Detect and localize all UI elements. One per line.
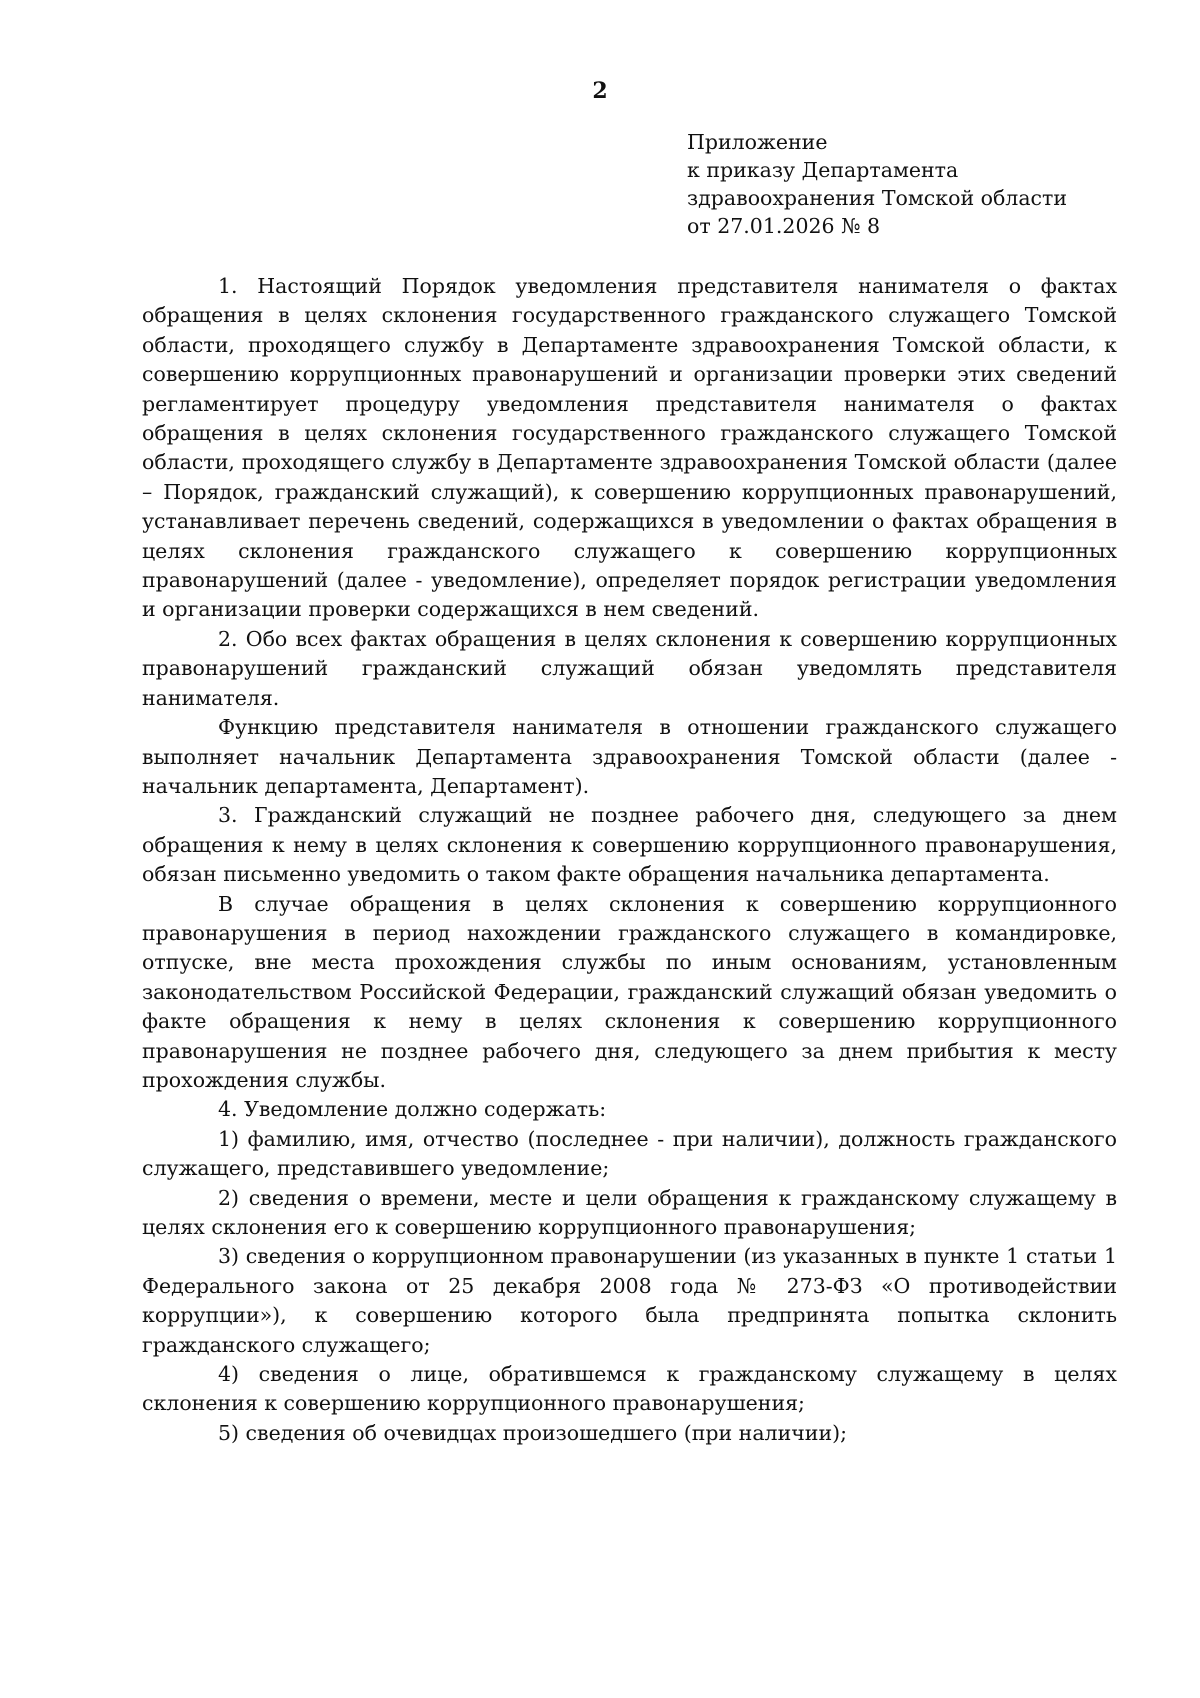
page-number: 2 bbox=[592, 78, 608, 104]
appendix-line: от 27.01.2026 № 8 bbox=[687, 214, 881, 238]
appendix-line: Приложение bbox=[687, 130, 828, 154]
paragraph-6: 4. Уведомление должно содержать: bbox=[218, 1097, 607, 1122]
paragraph-3: Функцию представителя нанимателя в отношении гражданского служащего выполняет начальник Департамента здравоохранения Томской области (далее - начальник департамента, Департамент). bbox=[142, 715, 1117, 798]
appendix-header bbox=[687, 128, 1067, 240]
paragraph-5: В случае обращения в целях склонения к совершению коррупционного правонарушения в период нахождении гражданского служащего в командировке, отпуске, вне места прохождения службы по иным основаниям, установленным законодательством Российской Федерации, гражданский служащий обязан уведомить о факте обращения к нему в целях склонения к совершению коррупционного правонарушения не позднее рабочего дня, следующего за днем прибытия к месту прохождения службы. bbox=[142, 891, 1117, 1092]
paragraph-7: 1) фамилию, имя, отчество (последнее - при наличии), должность гражданского служащего, представившего уведомление; bbox=[142, 1126, 1117, 1181]
paragraph-1: 1. Настоящий Порядок уведомления представителя нанимателя о фактах обращения в целях склонения государственного гражданского служащего Томской области, проходящего службу в Департаменте здравоохранения Томской области, к совершению коррупционных правонарушений и организации проверки этих сведений регламентирует процедуру уведомления представителя нанимателя о фактах обращения в целях склонения государственного гражданского служащего Томской области, проходящего службу в Департаменте здравоохранения Томской области (далее – Порядок, гражданский служащий), к совершению коррупционных правонарушений, устанавливает перечень сведений, содержащихся в уведомлении о фактах обращения в целях склонения гражданского служащего к совершению коррупционных правонарушений (далее - уведомление), определяет порядок регистрации уведомления и организации проверки содержащихся в нем сведений. bbox=[142, 274, 1117, 622]
appendix-line: здравоохранения Томской области bbox=[687, 186, 1068, 210]
paragraph-11: 5) сведения об очевидцах произошедшего (при наличии); bbox=[218, 1420, 848, 1445]
appendix-line: к приказу Департамента bbox=[687, 158, 959, 182]
paragraph-4: 3. Гражданский служащий не позднее рабочего дня, следующего за днем обращения к нему в целях склонения к совершению коррупционного правонарушения, обязан письменно уведомить о таком факте обращения начальника департамента. bbox=[142, 803, 1117, 887]
paragraph-8: 2) сведения о времени, месте и цели обращения к гражданскому служащему в целях склонения его к совершению коррупционного правонарушения; bbox=[142, 1185, 1117, 1239]
paragraph-2: 2. Обо всех фактах обращения в целях склонения к совершению коррупционных правонарушений гражданский служащий обязан уведомлять представителя нанимателя. bbox=[142, 626, 1117, 710]
paragraph-9: 3) сведения о коррупционном правонарушении (из указанных в пункте 1 статьи 1 Федерального закона от 25 декабря 2008 года № 273-ФЗ «О противодействии коррупции»), к совершению которого была предпринята попытка склонить гражданского служащего; bbox=[142, 1244, 1117, 1357]
paragraph-10: 4) сведения о лице, обратившемся к гражданскому служащему в целях склонения к совершению коррупционного правонарушения; bbox=[142, 1362, 1117, 1416]
document-body bbox=[142, 272, 1117, 1448]
